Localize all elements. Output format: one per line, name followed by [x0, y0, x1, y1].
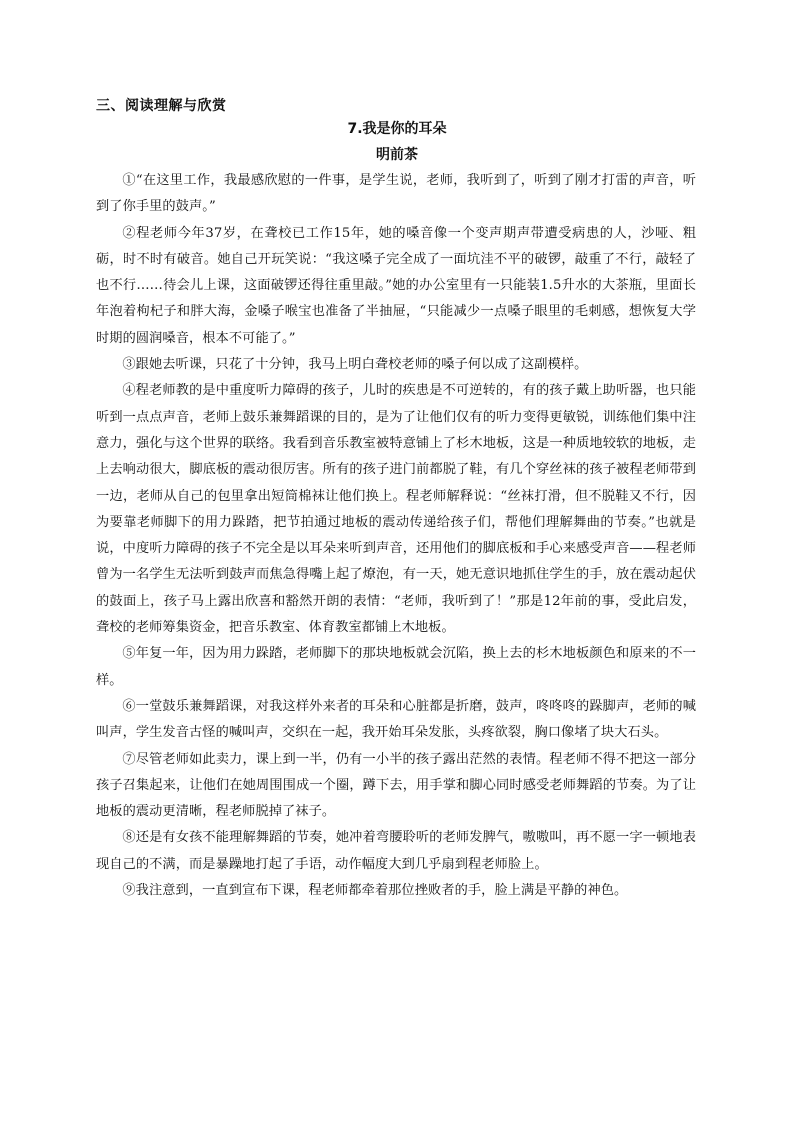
- paragraph-6: ⑥一堂鼓乐兼舞蹈课，对我这样外来者的耳朵和心脏都是折磨，鼓声，咚咚咚的跺脚声，老师的喊叫声，学生发音古怪的喊叫声，交织在一起，我开始耳朵发胀，头疼欲裂，胸口像堵了块大石头。: [96, 698, 696, 741]
- article-title: 7.我是你的耳朵: [347, 121, 447, 137]
- article-body: [96, 168, 696, 904]
- paragraph-3: ③跟她去听课，只花了十分钟，我马上明白聋校老师的嗓子何以成了这副模样。: [122, 357, 588, 373]
- paragraph-9: ⑨我注意到，一直到宣布下课，程老师都牵着那位挫败者的手，脸上满是平静的神色。: [122, 883, 628, 899]
- section-heading: 三、阅读理解与欣赏: [96, 98, 227, 114]
- paragraph-8: ⑧还是有女孩不能理解舞蹈的节奏，她冲着弯腰聆听的老师发脾气，嗷嗷叫，再不愿一字一顿地表现自己的不满，而是暴躁地打起了手语，动作幅度大到几乎扇到程老师脸上。: [96, 830, 696, 872]
- paragraph-4: ④程老师教的是中重度听力障碍的孩子，儿时的疾患是不可逆转的，有的孩子戴上助听器，也只能听到一点点声音，老师上鼓乐兼舞蹈课的目的，是为了让他们仅有的听力变得更敏锐，训练他们集中注意力，强化与这个世界的联络。我看到音乐教室被特意铺上了杉木地板，这是一种质地较软的地板，走上去响动很大，脚底板的震动很厉害。所有的孩子进门前都脱了鞋，有几个穿丝袜的孩子被程老师带到一边，老师从自己的包里拿出短筒棉袜让他们换上。程老师解释说：“丝袜打滑，但不脱鞋又不行，因为要靠老师脚下的用力跺踏，把节拍通过地板的震动传递给孩子们，帮他们理解舞曲的节奏。”也就是说，中度听力障碍的孩子不完全是以耳朵来听到声音，还用他们的脚底板和手心来感受声音——程老师曾为一名学生无法听到鼓声而焦急得嘴上起了燎泡，有一天，她无意识地抓住学生的手，放在震动起伏的鼓面上，孩子马上露出欣喜和豁然开朗的表情：“老师，我听到了！”那是12年前的事，受此启发，聋校的老师筹集资金，把音乐教室、体育教室都铺上木地板。: [96, 383, 696, 636]
- article-author: 明前茶: [376, 147, 418, 163]
- paragraph-5: ⑤年复一年，因为用力跺踏，老师脚下的那块地板就会沉陷，换上去的杉木地板颜色和原来的不一样。: [96, 646, 696, 688]
- paragraph-2: ②程老师今年37岁，在聋校已工作15年，她的嗓音像一个变声期声带遭受病患的人，沙哑、粗砺，时不时有破音。她自己开玩笑说：“我这嗓子完全成了一面坑洼不平的破锣，敲重了不行，敲轻了也不行……待会儿上课，这面破锣还得往重里敲。”她的办公室里有一只能装1.5升水的大茶瓶，里面长年泡着枸杞子和胖大海，金嗓子喉宝也准备了半抽屉，“只能减少一点嗓子眼里的毛刺感，想恢复大学时期的圆润嗓音，根本不可能了。”: [96, 225, 696, 346]
- paragraph-7: ⑦尽管老师如此卖力，课上到一半，仍有一小半的孩子露出茫然的表情。程老师不得不把这一部分孩子召集起来，让他们在她周围围成一个圈，蹲下去，用手掌和脚心同时感受老师舞蹈的节奏。为了让地板的震动更清晰，程老师脱掉了袜子。: [96, 751, 696, 820]
- paragraph-1: ①“在这里工作，我最感欣慰的一件事，是学生说，老师，我听到了，听到了刚才打雷的声音，听到了你手里的鼓声。”: [96, 173, 696, 215]
